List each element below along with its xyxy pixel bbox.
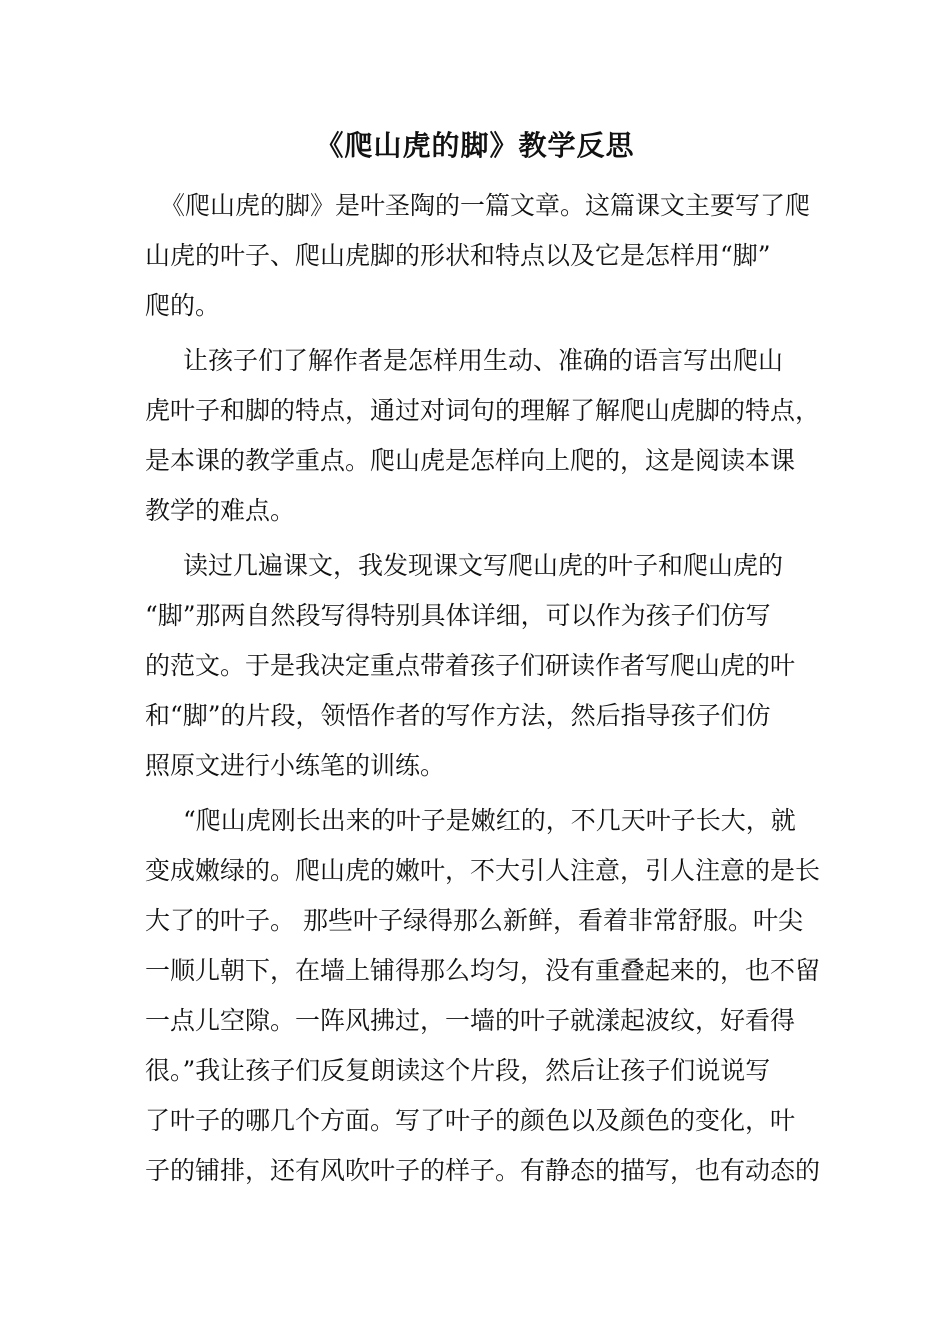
paragraph-line: 照原文进行小练笔的训练。 [145,751,446,780]
paragraph-line: 虎叶子和脚的特点，通过对词句的理解了解爬山虎脚的特点， [145,396,821,425]
paragraph-line: “爬山虎刚长出来的叶子是嫩红的，不几天叶子长大，就 [183,806,796,835]
paragraph-line: 子的铺排，还有风吹叶子的样子。有静态的描写，也有动态的 [145,1156,821,1185]
paragraph-line: 变成嫩绿的。爬山虎的嫩叶，不大引人注意，引人注意的是长 [145,856,821,885]
paragraph-line: 让孩子们了解作者是怎样用生动、准确的语言写出爬山 [183,346,784,375]
paragraph-line: 教学的难点。 [145,496,296,525]
paragraph-line: 了叶子的哪几个方面。写了叶子的颜色以及颜色的变化，叶 [145,1106,796,1135]
paragraph-line: 是本课的教学重点。爬山虎是怎样向上爬的，这是阅读本课 [145,446,796,475]
paragraph-line: 一顺儿朝下，在墙上铺得那么均匀，没有重叠起来的，也不留 [145,956,821,985]
paragraph-line: 一点儿空隙。一阵风拂过，一墙的叶子就漾起波纹，好看得 [145,1006,796,1035]
paragraph-line: “脚”那两自然段写得特别具体详细，可以作为孩子们仿写 [145,601,771,630]
paragraph-line: 《爬山虎的脚》是叶圣陶的一篇文章。这篇课文主要写了爬 [160,191,811,220]
paragraph-line: 读过几遍课文，我发现课文写爬山虎的叶子和爬山虎的 [183,551,784,580]
page-title: 《爬山虎的脚》教学反思 [315,129,635,162]
paragraph-line: 和“脚”的片段，领悟作者的写作方法，然后指导孩子们仿 [145,701,771,730]
paragraph-line: 的范文。于是我决定重点带着孩子们研读作者写爬山虎的叶 [145,651,796,680]
paragraph-line: 很。”我让孩子们反复朗读这个片段，然后让孩子们说说写 [145,1056,771,1085]
paragraph-line: 山虎的叶子、爬山虎脚的形状和特点以及它是怎样用“脚” [145,241,771,270]
paragraph-line: 大了的叶子。 那些叶子绿得那么新鲜，看着非常舒服。叶尖 [145,906,803,935]
paragraph-line: 爬的。 [145,291,221,320]
